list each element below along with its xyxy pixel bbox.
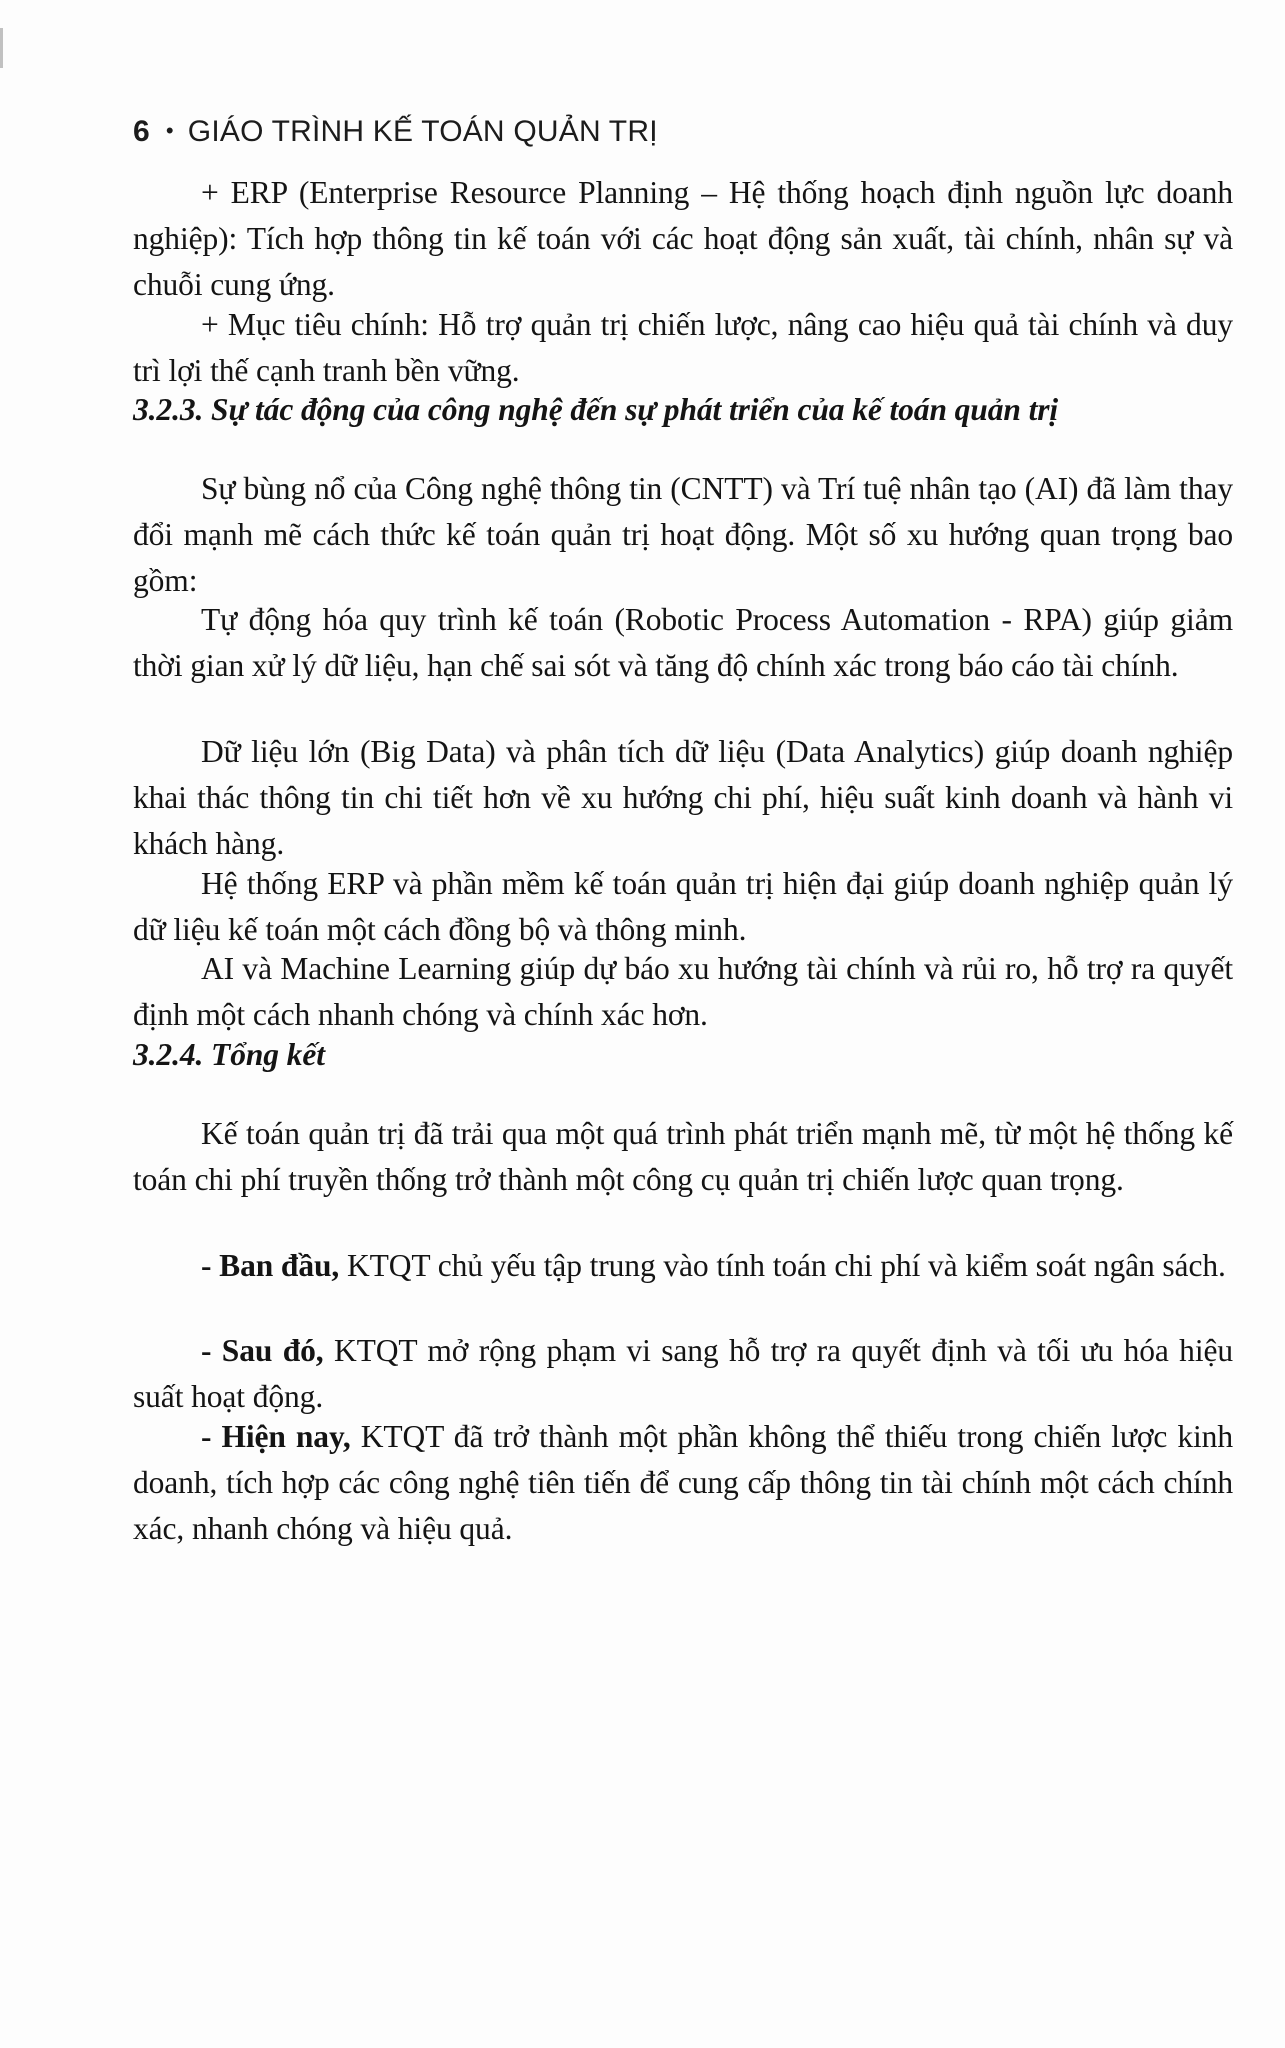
section-heading-323-block [133, 387, 1233, 433]
erp-block [133, 170, 1233, 308]
stage-lead: - Sau đó, [201, 1333, 324, 1368]
stage-initial-block [133, 1243, 1233, 1289]
paragraph-tech-intro: Sự bùng nổ của Công nghệ thông tin (CNTT) và Trí tuệ nhân tạo (AI) đã làm thay đổi mạnh mẽ cách thức kế toán quản trị hoạt động. Một số xu hướng quan trọng bao gồm: [133, 471, 1233, 598]
tech-intro-block [133, 466, 1233, 604]
paragraph-stage-current [133, 1414, 1233, 1552]
paragraph-erp: + ERP (Enterprise Resource Planning – Hệ thống hoạch định nguồn lực doanh nghiệp): Tích hợp thông tin kế toán với các hoạt động sản xuất, tài chính, nhân sự và chuỗi cung ứng. [133, 175, 1233, 302]
running-header [133, 115, 658, 149]
summary-block [133, 1111, 1233, 1203]
stage-lead: - Hiện nay, [201, 1419, 351, 1454]
rpa-block [133, 597, 1233, 689]
paragraph-stage-later [133, 1328, 1233, 1420]
section-heading-324-block [133, 1032, 1233, 1078]
section-heading-324: 3.2.4. Tổng kết [133, 1037, 325, 1072]
objective-block [133, 302, 1233, 394]
stage-text: KTQT chủ yếu tập trung vào tính toán chi phí và kiểm soát ngân sách. [339, 1248, 1226, 1283]
paragraph-summary: Kế toán quản trị đã trải qua một quá trình phát triển mạnh mẽ, từ một hệ thống kế toán chi phí truyền thống trở thành một công cụ quản trị chiến lược quan trọng. [133, 1116, 1233, 1197]
stage-lead: - Ban đầu, [201, 1248, 340, 1283]
section-heading-323: 3.2.3. Sự tác động của công nghệ đến sự phát triển của kế toán quản trị [133, 392, 1059, 427]
page-number: 6 [133, 115, 150, 148]
ai-ml-block [133, 946, 1233, 1038]
bigdata-block [133, 729, 1233, 867]
paragraph-erp-software: Hệ thống ERP và phần mềm kế toán quản trị hiện đại giúp doanh nghiệp quản lý dữ liệu kế toán một cách đồng bộ và thông minh. [133, 866, 1233, 947]
paragraph-stage-initial [133, 1243, 1233, 1289]
paragraph-bigdata: Dữ liệu lớn (Big Data) và phân tích dữ liệu (Data Analytics) giúp doanh nghiệp khai thác thông tin chi tiết hơn về xu hướng chi phí, hiệu suất kinh doanh và hành vi khách hàng. [133, 734, 1233, 861]
scan-edge-mark [0, 28, 3, 68]
paragraph-objective: + Mục tiêu chính: Hỗ trợ quản trị chiến lược, nâng cao hiệu quả tài chính và duy trì lợi thế cạnh tranh bền vững. [133, 307, 1233, 388]
stage-text: KTQT mở rộng phạm vi sang hỗ trợ ra quyết định và tối ưu hóa hiệu suất hoạt động. [133, 1333, 1233, 1414]
book-title: GIÁO TRÌNH KẾ TOÁN QUẢN TRỊ [187, 115, 658, 148]
bullet-separator: • [165, 118, 174, 143]
paragraph-ai-ml: AI và Machine Learning giúp dự báo xu hướng tài chính và rủi ro, hỗ trợ ra quyết định một cách nhanh chóng và chính xác hơn. [133, 951, 1233, 1032]
stage-current-block [133, 1414, 1233, 1552]
paragraph-rpa: Tự động hóa quy trình kế toán (Robotic Process Automation - RPA) giúp giảm thời gian xử lý dữ liệu, hạn chế sai sót và tăng độ chính xác trong báo cáo tài chính. [133, 602, 1233, 683]
stage-text: KTQT đã trở thành một phần không thể thiếu trong chiến lược kinh doanh, tích hợp các công nghệ tiên tiến để cung cấp thông tin tài chính một cách chính xác, nhanh chóng và hiệu quả. [133, 1419, 1233, 1546]
erp-software-block [133, 861, 1233, 953]
stage-later-block [133, 1328, 1233, 1420]
